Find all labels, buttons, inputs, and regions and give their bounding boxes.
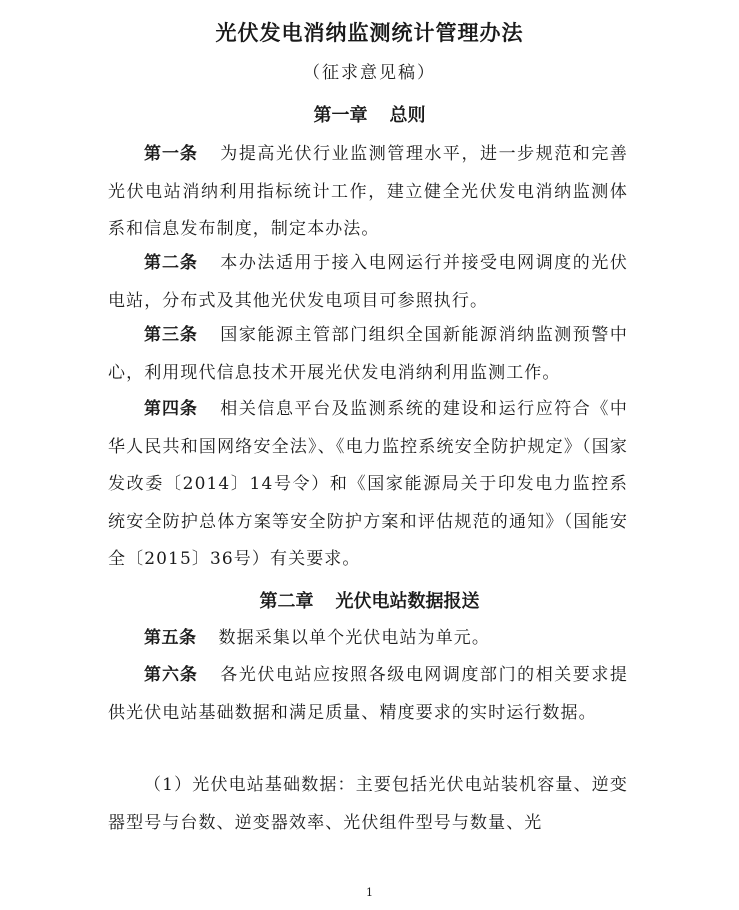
article-2-label: 第二条 [144, 253, 198, 273]
chapter-2-number: 第二章 [259, 591, 314, 612]
article-3 [108, 317, 628, 392]
page-number: 1 [366, 886, 373, 899]
article-4 [108, 391, 628, 579]
article-4-label: 第四条 [144, 399, 198, 419]
article-3-text: 国家能源主管部门组织全国新能源消纳监测预警中心，利用现代信息技术开展光伏发电消纳利用监测工作。 [108, 325, 628, 383]
article-6-label: 第六条 [144, 665, 198, 685]
article-6 [108, 657, 628, 732]
article-6-text: 各光伏电站应按照各级电网调度部门的相关要求提供光伏电站基础数据和满足质量、精度要求的实时运行数据。 [108, 665, 628, 723]
chapter-2-title: 光伏电站数据报送 [335, 591, 480, 612]
article-1 [108, 136, 628, 249]
paragraph-basic-data: （1）光伏电站基础数据：主要包括光伏电站装机容量、逆变器型号与台数、逆变器效率、光伏组件型号与数量、光 [108, 775, 628, 833]
article-1-label: 第一条 [144, 144, 198, 164]
article-5-text: 数据采集以单个光伏电站为单元。 [218, 628, 490, 648]
chapter-2-heading [0, 587, 739, 617]
article-3-label: 第三条 [144, 325, 198, 345]
article-1-text: 为提高光伏行业监测管理水平，进一步规范和完善光伏电站消纳利用指标统计工作，建立健全光伏发电消纳监测体系和信息发布制度，制定本办法。 [108, 144, 628, 239]
article-4-text: 相关信息平台及监测系统的建设和运行应符合《中华人民共和国网络安全法》、《电力监控系统安全防护规定》（国家发改委〔2014〕14号令）和《国家能源局关于印发电力监控系统安全防护总体方案等安全防护方案和评估规范的通知》（国能安全〔2015〕36号）有关要求。 [108, 399, 628, 569]
chapter-1-heading [0, 101, 739, 131]
article-2 [108, 245, 628, 320]
article-5-label: 第五条 [144, 628, 197, 648]
chapter-1-number: 第一章 [313, 105, 368, 126]
article-2-text: 本办法适用于接入电网运行并接受电网调度的光伏电站，分布式及其他光伏发电项目可参照执行。 [108, 253, 628, 311]
document-title: 光伏发电消纳监测统计管理办法 [215, 21, 524, 45]
chapter-1-title: 总则 [389, 105, 426, 126]
article-5 [108, 620, 628, 658]
document-subtitle: （征求意见稿） [303, 63, 436, 83]
